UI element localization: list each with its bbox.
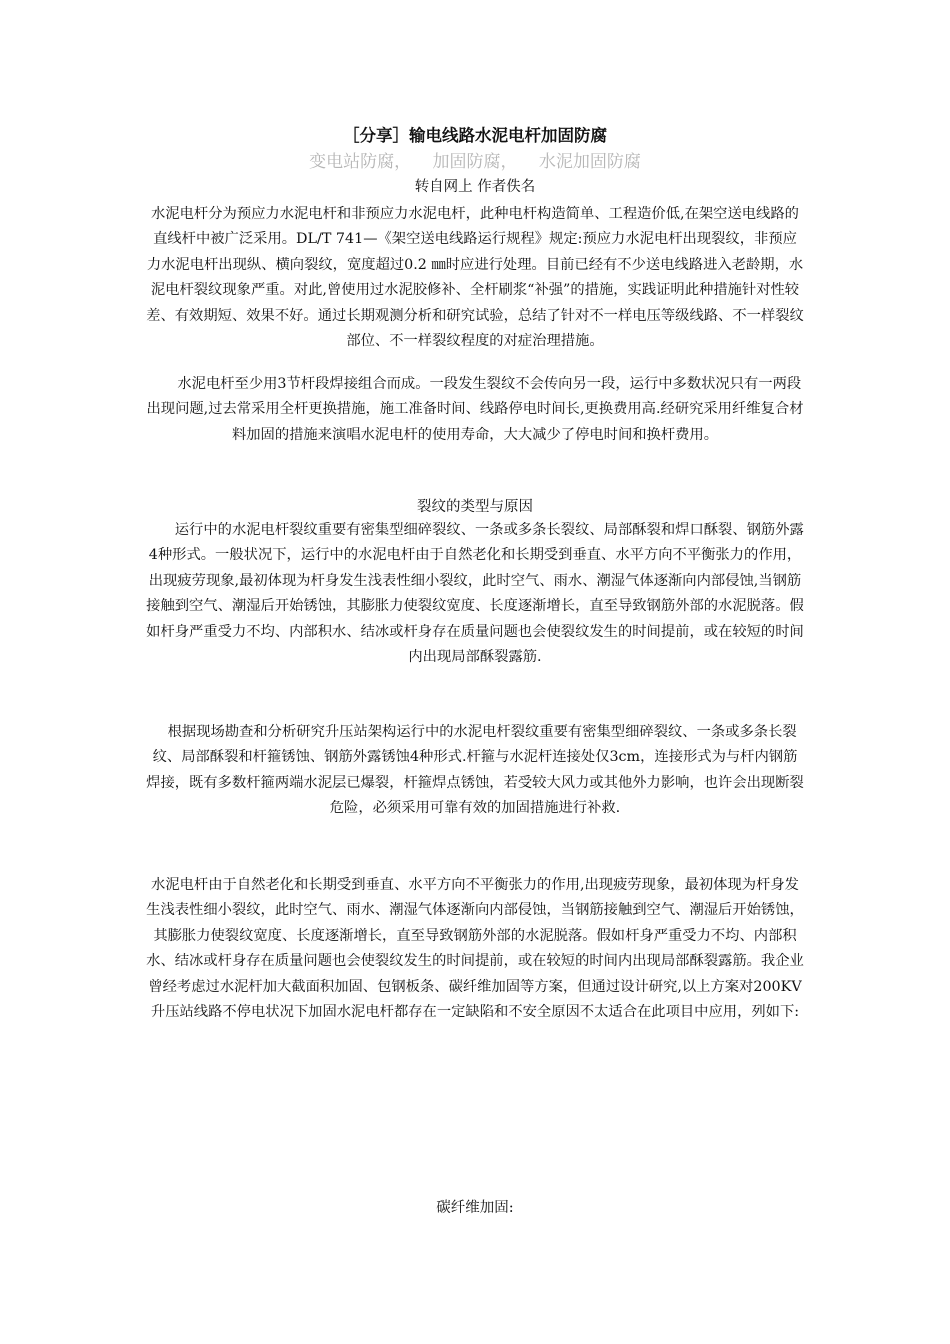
carbon-fiber-label: 碳纤维加固: <box>436 1200 514 1216</box>
tag-substation-anticorrosion[interactable]: 变电站防腐， <box>309 152 412 172</box>
article-byline: 转自网上 作者佚名 <box>414 179 536 195</box>
section-paragraph-3: 水泥电杆由于自然老化和长期受到垂直、水平方向不平衡张力的作用,出现疲劳现象，最初体现为杆身发生浅表性细小裂纹，此时空气、雨水、潮湿气体逐渐向内部侵蚀，当钢筋接触到空气、潮湿后开始锈蚀，其膨胀力使裂纹宽度、长度逐渐增长，直至导致钢筋外部的水泥脱落。假如杆身严重受力不均、内部积水、结冰或杆身存在质量问题也会使裂纹发生的时间提前，或在较短的时间内出现局部酥裂露筋。我企业曾经考虑过水泥杆加大截面积加固、包钢板条、碳纤维加固等方案，但通过设计研究,以上方案对200KV升压站线路不停电状况下加固水泥电杆都存在一定缺陷和不安全原因不太适合在此项目中应用，列如下: <box>146 877 804 1021</box>
tag-reinforcement-anticorrosion[interactable]: 加固防腐， <box>432 152 518 172</box>
section-paragraph-1: 运行中的水泥电杆裂纹重要有密集型细碎裂纹、一条或多条长裂纹、局部酥裂和焊口酥裂、钢筋外露4种形式。一般状况下，运行中的水泥电杆由于自然老化和长期受到垂直、水平方向不平衡张力的作用，出现疲劳现象,最初体现为杆身发生浅表性细小裂纹，此时空气、雨水、潮湿气体逐渐向内部侵蚀,当钢筋接触到空气、潮湿后开始锈蚀，其膨胀力使裂纹宽度、长度逐渐增长，直至导致钢筋外部的水泥脱落。假如杆身严重受力不均、内部积水、结冰或杆身存在质量问题也会使裂纹发生的时间提前，或在较短的时间内出现局部酥裂露筋. <box>146 522 804 666</box>
section-heading: 裂纹的类型与原因 <box>417 499 533 515</box>
intro-paragraph-1: 水泥电杆分为预应力水泥电杆和非预应力水泥电杆，此种电杆构造简单、工程造价低,在架空送电线路的直线杆中被广泛采用。DL/T 741—《架空送电线路运行规程》规定:预应力水泥电杆出现裂纹，非预应力水泥电杆出现纵、横向裂纹，宽度超过0.2 ㎜时应进行处理。目前已经有不少送电线路进入老龄期，水泥电杆裂纹现象严重。对此,曾使用过水泥胶修补、全杆刷浆“补强”的措施，实践证明此种措施针对性较差、有效期短、效果不好。通过长期观测分析和研究试验，总结了针对不一样电压等级线路、不一样裂纹部位、不一样裂纹程度的对症治理措施。 <box>146 206 804 350</box>
article-title: ［分享］输电线路水泥电杆加固防腐 <box>343 126 607 145</box>
tag-cement-reinforcement[interactable]: 水泥加固防腐 <box>538 152 641 172</box>
article-tags <box>150 150 800 174</box>
section-paragraph-2: 根据现场勘查和分析研究升压站架构运行中的水泥电杆裂纹重要有密集型细碎裂纹、一条或多条长裂纹、局部酥裂和杆箍锈蚀、钢筋外露锈蚀4种形式.杆箍与水泥杆连接处仅3cm，连接形式为与杆内钢筋焊接，既有多数杆箍两端水泥层已爆裂，杆箍焊点锈蚀，若受较大风力或其他外力影响，也许会出现断裂危险，必须采用可靠有效的加固措施进行补救. <box>146 724 804 817</box>
intro-paragraph-2: 水泥电杆至少用3节杆段焊接组合而成。一段发生裂纹不会传向另一段，运行中多数状况只有一两段出现问题,过去常采用全杆更换措施，施工准备时间、线路停电时间长,更换费用高.经研究采用纤维复合材料加固的措施来演唱水泥电杆的使用寿命，大大减少了停电时间和换杆费用。 <box>146 376 804 443</box>
